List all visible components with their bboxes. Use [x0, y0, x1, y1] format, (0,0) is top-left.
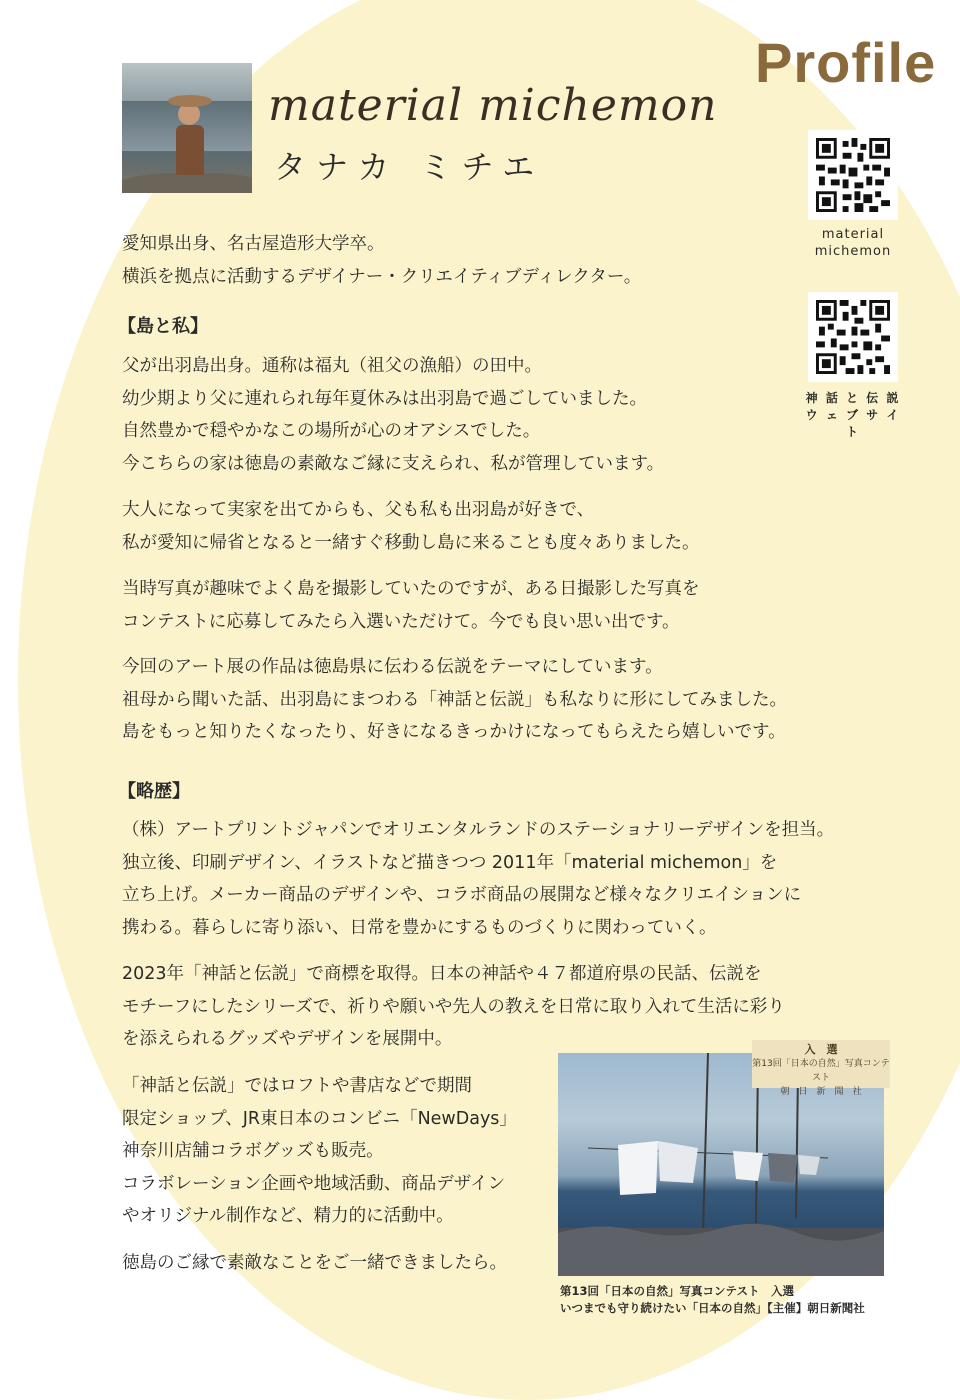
brand-logo: material michemon	[268, 80, 718, 131]
contest-award-badge: 入 選 第13回「日本の自然」写真コンテスト 朝 日 新 聞 社	[752, 1040, 890, 1088]
qr-code-icon	[816, 138, 890, 212]
section-heading-history: 【略歴】	[118, 781, 190, 802]
qr-code-material-michemon[interactable]	[808, 130, 898, 220]
island-paragraph-4: 今回のアート展の作品は徳島県に伝わる伝説をテーマにしています。 祖母から聞いた話、出羽島にまつわる「神話と伝説」も私なりに形にしてみました。 島をもっと知りたくなったり、好きになるきっかけになってもらえたら嬉しいです。	[122, 657, 787, 742]
profile-photo	[122, 63, 252, 193]
island-paragraph-2: 大人になって実家を出てからも、父も私も出羽島が好きで、 私が愛知に帰省となると一緒すぐ移動し島に来ることも度々ありました。	[122, 500, 700, 553]
section-heading-island: 【島と私】	[118, 316, 208, 337]
person-name: タナカ ミチエ	[274, 148, 545, 186]
page-title: Profile	[755, 31, 937, 94]
qr-label-material-michemon: material michemon	[814, 227, 892, 259]
island-paragraph-1: 父が出羽島出身。通称は福丸（祖父の漁船）の田中。 幼少期より父に連れられ毎年夏休みは出羽島で過ごしていました。 自然豊かで穏やかなこの場所が心のオアシスでした。 今こちらの家は徳島の素敵なご縁に支えられ、私が管理しています。	[122, 356, 665, 474]
island-paragraph-3: 当時写真が趣味でよく島を撮影していたのですが、ある日撮影した写真を コンテストに応募してみたら入選いただけて。今でも良い思い出です。	[122, 579, 700, 632]
history-paragraph-1: （株）アートプリントジャパンでオリエンタルランドのステーショナリーデザインを担当。 独立後、印刷デザイン、イラストなど描きつつ 2011年「material michemon」を 立ち上げ。メーカー商品のデザインや、コラボ商品の展開など様々なクリエイションに 携わる。暮らしに寄り添い、日常を豊かにするものづくりに関わっていく。	[122, 820, 835, 938]
history-paragraph-4: 徳島のご縁で素敵なことをご一緒できましたら。	[122, 1253, 507, 1273]
history-paragraph-2: 2023年「神話と伝説」で商標を取得。日本の神話や４７都道府県の民話、伝説を モチーフにしたシリーズで、祈りや願いや先人の教えを日常に取り入れて生活に彩り を添えられるグッズやデザインを展開中。	[122, 964, 785, 1049]
contest-caption: 第13回「日本の自然」写真コンテスト 入選 いつまでも守り続けたい「日本の自然」【主催】朝日新聞社	[560, 1284, 865, 1315]
qr-code-icon	[816, 300, 890, 374]
qr-code-myth-legend-website[interactable]	[808, 292, 898, 382]
history-paragraph-3: 「神話と伝説」ではロフトや書店などで期間 限定ショップ、JR東日本のコンビニ「NewDays」 神奈川店舗コラボグッズも販売。 コラボレーション企画や地域活動、商品デザイン やオリジナル制作など、精力的に活動中。	[122, 1076, 517, 1226]
intro-text: 愛知県出身、名古屋造形大学卒。 横浜を拠点に活動するデザイナー・クリエイティブディレクター。	[122, 234, 642, 287]
qr-label-myth-legend-website: 神 話 と 伝 説 ウ ェ ブ サ イ ト	[805, 391, 901, 439]
